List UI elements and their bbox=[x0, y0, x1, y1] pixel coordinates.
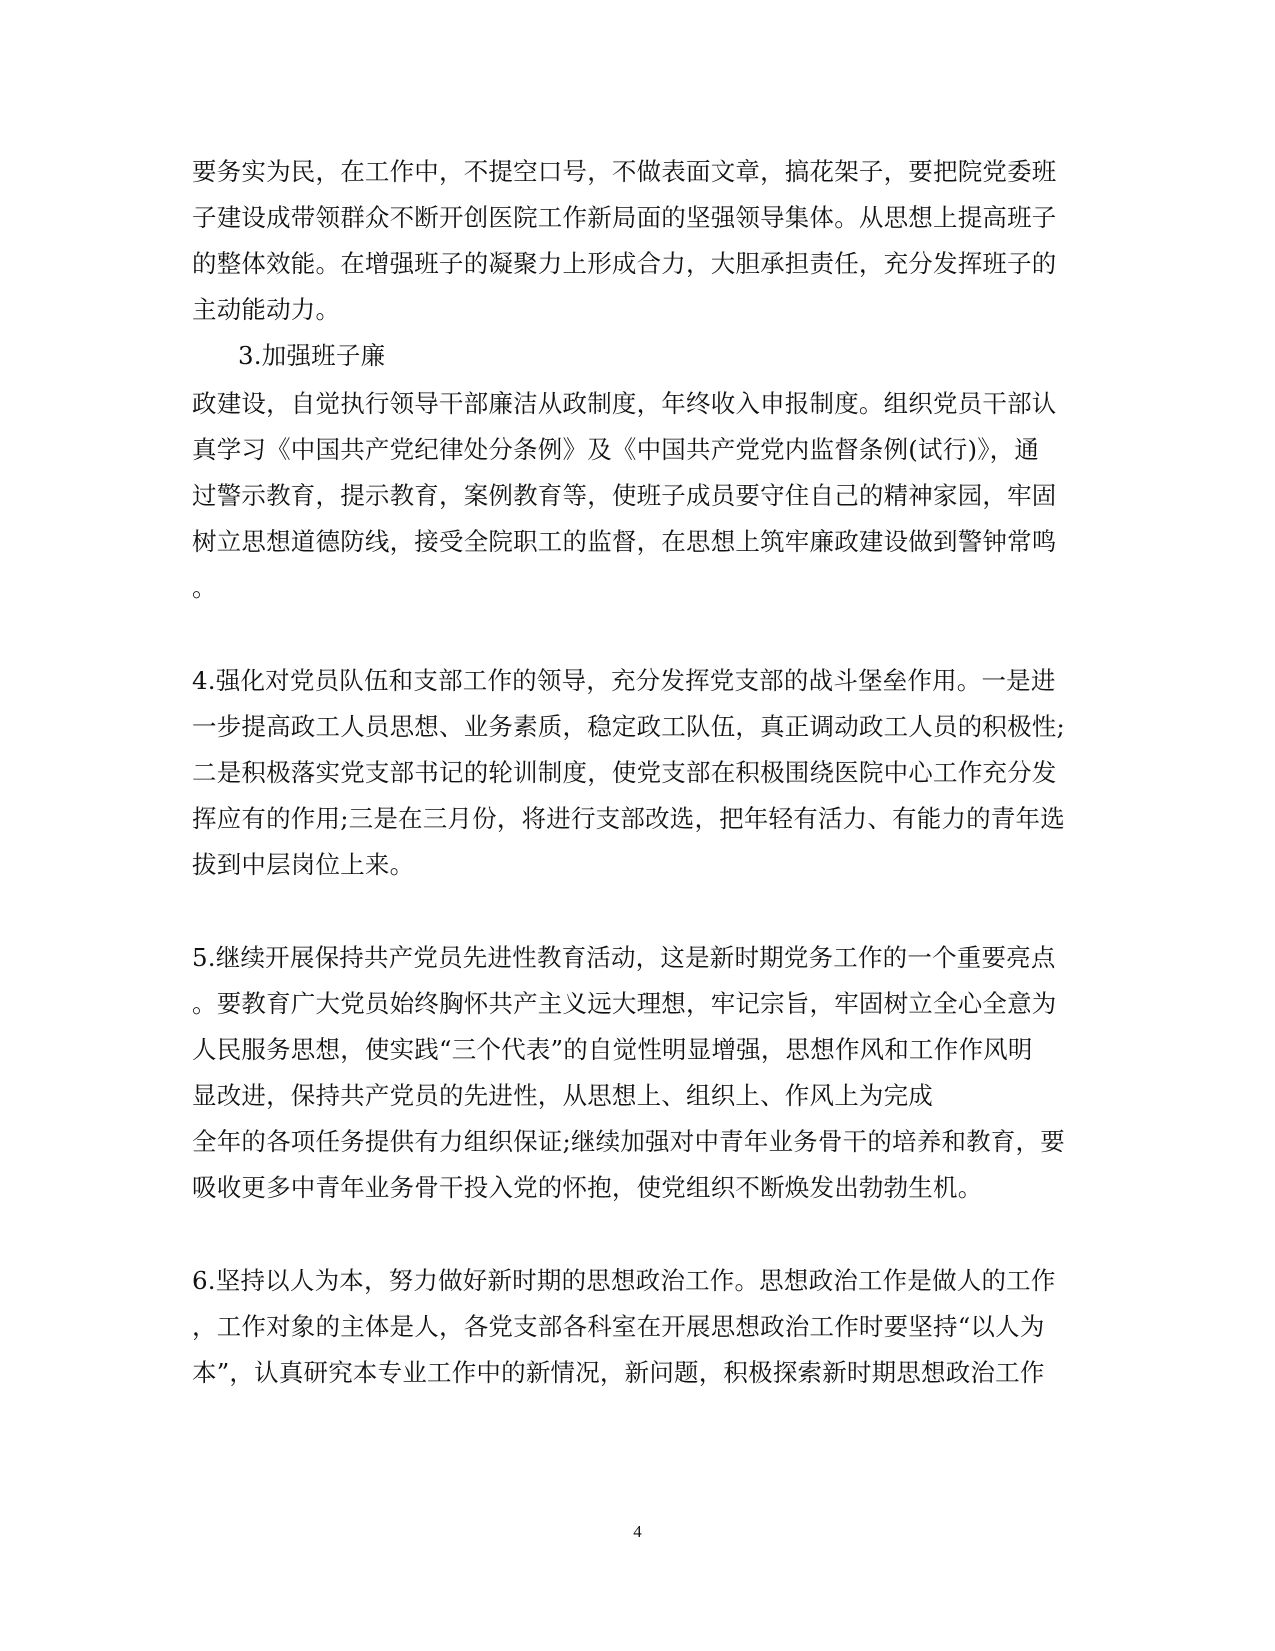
text-line: 过警示教育，提示教育，案例教育等，使班子成员要守住自己的精神家园，牢固 bbox=[192, 481, 1057, 510]
text-line: 吸收更多中青年业务骨干投入党的怀抱，使党组织不断焕发出勃勃生机。 bbox=[192, 1173, 983, 1202]
page-number: 4 bbox=[633, 1522, 642, 1541]
text-line: 拔到中层岗位上来。 bbox=[192, 850, 415, 879]
text-line: 挥应有的作用;三是在三月份，将进行支部改选，把年轻有活力、有能力的青年选 bbox=[192, 804, 1065, 833]
text-line: 的整体效能。在增强班子的凝聚力上形成合力，大胆承担责任，充分发挥班子的 bbox=[192, 249, 1057, 278]
text-line: 显改进，保持共产党员的先进性，从思想上、组织上、作风上为完成 bbox=[192, 1081, 933, 1110]
paragraph-5-start: 5.继续开展保持共产党员先进性教育活动，这是新时期党务工作的一个重要亮点 bbox=[192, 943, 1056, 972]
text-line: 政建设，自觉执行领导干部廉洁从政制度，年终收入申报制度。组织党员干部认 bbox=[192, 389, 1057, 418]
text-line: 真学习《中国共产党纪律处分条例》及《中国共产党党内监督条例(试行)》，通 bbox=[192, 435, 1040, 464]
text-line: 本”，认真研究本专业工作中的新情况，新问题，积极探索新时期思想政治工作 bbox=[192, 1358, 1045, 1387]
paragraph-6-start: 6.坚持以人为本，努力做好新时期的思想政治工作。思想政治工作是做人的工作 bbox=[192, 1266, 1056, 1295]
text-line: 全年的各项任务提供有力组织保证;继续加强对中青年业务骨干的培养和教育，要 bbox=[192, 1127, 1065, 1156]
text-line: 人民服务思想，使实践“三个代表”的自觉性明显增强，思想作风和工作作风明 bbox=[192, 1035, 1033, 1064]
text-line: ，工作对象的主体是人，各党支部各科室在开展思想政治工作时要坚持“以人为 bbox=[192, 1312, 1045, 1341]
paragraph-4-start: 4.强化对党员队伍和支部工作的领导，充分发挥党支部的战斗堡垒作用。一是进 bbox=[192, 666, 1056, 695]
text-line: 二是积极落实党支部书记的轮训制度，使党支部在积极围绕医院中心工作充分发 bbox=[192, 758, 1057, 787]
text-line: 。 bbox=[192, 573, 217, 602]
section-heading-3: 3.加强班子廉 bbox=[238, 341, 386, 370]
text-line: 树立思想道德防线，接受全院职工的监督，在思想上筑牢廉政建设做到警钟常鸣 bbox=[192, 527, 1057, 556]
text-line: 。要教育广大党员始终胸怀共产主义远大理想，牢记宗旨，牢固树立全心全意为 bbox=[192, 989, 1057, 1018]
text-line: 一步提高政工人员思想、业务素质，稳定政工队伍，真正调动政工人员的积极性; bbox=[192, 712, 1065, 741]
text-line: 要务实为民，在工作中，不提空口号，不做表面文章，搞花架子，要把院党委班 bbox=[192, 157, 1057, 186]
text-line: 子建设成带领群众不断开创医院工作新局面的坚强领导集体。从思想上提高班子 bbox=[192, 203, 1057, 232]
text-line: 主动能动力。 bbox=[192, 295, 341, 324]
